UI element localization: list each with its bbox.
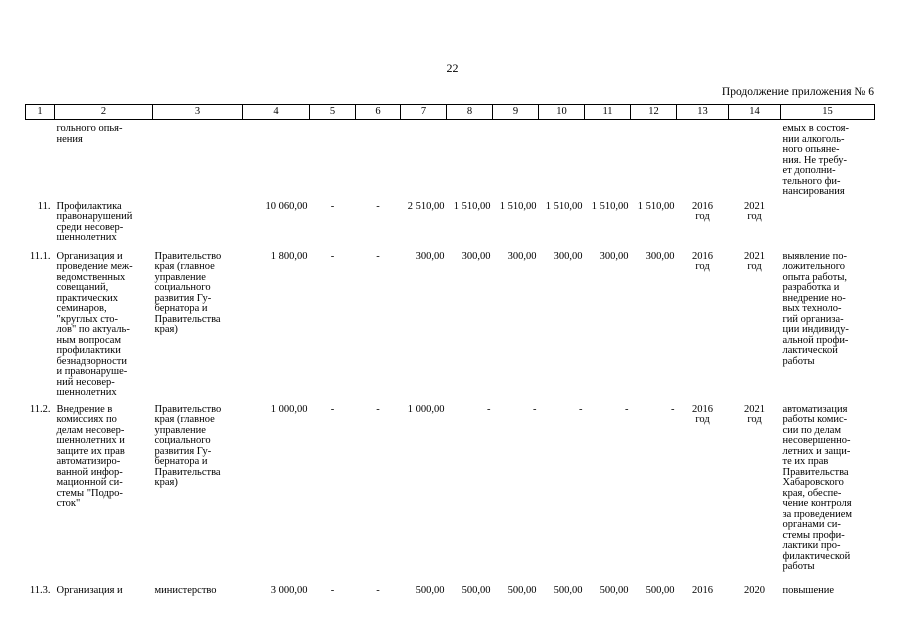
column-header: 12 — [631, 105, 677, 120]
table-header-row — [26, 105, 875, 120]
column-header: 6 — [356, 105, 401, 120]
start-year: 2016 год — [692, 250, 713, 272]
year-amount: - — [487, 403, 491, 415]
year-amount: 500,00 — [461, 584, 491, 596]
year-amount: 500,00 — [507, 584, 537, 596]
year-amount: 500,00 — [553, 584, 583, 596]
year-amount — [493, 120, 539, 198]
amount-cell: - — [376, 584, 380, 596]
column-header: 13 — [677, 105, 729, 120]
start-year — [677, 120, 729, 198]
year-amount: 2 510,00 — [407, 200, 445, 212]
start-year: 2016 год — [692, 200, 713, 222]
executor: министерство — [154, 584, 217, 596]
program-table — [25, 104, 875, 602]
column-header: 5 — [310, 105, 356, 120]
executor — [153, 198, 243, 248]
executor: Правительство края (главное управление социального развития Гу- бернатора и Правительства края) — [154, 250, 222, 335]
amount-cell: - — [330, 250, 335, 262]
year-amount: 1 510,00 — [545, 200, 583, 212]
end-year — [729, 120, 781, 198]
column-header: 2 — [55, 105, 153, 120]
activity-name: гольного опья- нения — [56, 123, 123, 145]
table-body — [26, 105, 875, 602]
column-header: 9 — [493, 105, 539, 120]
amount-cell: - — [376, 200, 380, 212]
row-number — [26, 120, 55, 198]
year-amount: 500,00 — [599, 584, 629, 596]
end-year: 2021 год — [744, 250, 765, 272]
table-row — [26, 401, 875, 582]
column-header: 7 — [401, 105, 447, 120]
total-amount: 10 060,00 — [265, 200, 308, 212]
row-number: 11.3. — [29, 584, 51, 596]
end-year: 2021 год — [744, 403, 765, 425]
year-amount: 300,00 — [507, 250, 537, 262]
column-header: 11 — [585, 105, 631, 120]
year-amount — [447, 120, 493, 198]
year-amount: - — [625, 403, 629, 415]
executor — [153, 120, 243, 198]
year-amount: 1 000,00 — [407, 403, 445, 415]
year-amount: 500,00 — [415, 584, 445, 596]
table-row — [26, 582, 875, 602]
table-row — [26, 120, 875, 198]
year-amount: 1 510,00 — [637, 200, 675, 212]
table-row — [26, 248, 875, 401]
year-amount — [539, 120, 585, 198]
start-year: 2016 год — [692, 403, 713, 425]
expected-result: автоматизация работы комис- сии по делам несовершенно- летних и защи- те их прав Правительства Хабаровского края, обеспе- чение контроля за проведением органами си- стемы профи- лактики про- филактической работы — [782, 403, 853, 572]
expected-result — [781, 198, 875, 248]
total-amount: 1 800,00 — [270, 250, 308, 262]
amount-cell: - — [330, 403, 335, 415]
amount-cell: - — [330, 584, 335, 596]
total-amount: 1 000,00 — [270, 403, 308, 415]
column-header: 1 — [26, 105, 55, 120]
activity-name: Внедрение в комиссиях по делам несовер- шеннолетних и защите их прав автоматизиро- ванной инфор- мационной си- стемы "Подро- сток" — [56, 403, 125, 509]
end-year: 2020 — [744, 584, 765, 596]
year-amount: 300,00 — [645, 250, 675, 262]
year-amount: 300,00 — [415, 250, 445, 262]
expected-result: емых в состоя- нии алкоголь- ного опьяне- ния. Не требу- ет дополни- тельного фи- нансирования — [782, 123, 849, 197]
amount-cell — [310, 120, 356, 198]
year-amount: 1 510,00 — [499, 200, 537, 212]
year-amount: 1 510,00 — [591, 200, 629, 212]
activity-name: Профилактика правонарушений среди несовер- шеннолетних — [56, 200, 133, 243]
appendix-caption: Продолжение приложения № 6 — [721, 86, 874, 98]
year-amount: 1 510,00 — [453, 200, 491, 212]
column-header: 4 — [243, 105, 310, 120]
column-header: 14 — [729, 105, 781, 120]
year-amount: - — [671, 403, 675, 415]
year-amount: 300,00 — [599, 250, 629, 262]
activity-name: Организация и проведение меж- ведомственных совещаний, практических семинаров, "круглых сто- лов" по актуаль- ным вопросам профилактики безнадзорности и правонаруше- ний несовер- шеннолетних — [56, 250, 133, 398]
amount-cell: - — [376, 403, 380, 415]
year-amount: 300,00 — [553, 250, 583, 262]
executor: Правительство края (главное управление социального развития Гу- бернатора и Правительства края) — [154, 403, 222, 488]
year-amount: - — [533, 403, 537, 415]
row-number: 11. — [37, 200, 51, 212]
amount-cell: - — [376, 250, 380, 262]
row-number: 11.2. — [29, 403, 51, 415]
amount-cell: - — [330, 200, 335, 212]
activity-name: Организация и — [56, 584, 123, 596]
table-row — [26, 198, 875, 248]
year-amount — [585, 120, 631, 198]
year-amount — [631, 120, 677, 198]
column-header: 8 — [447, 105, 493, 120]
column-header: 15 — [781, 105, 875, 120]
expected-result: выявление по- ложительного опыта работы, разработка и внедрение но- вых техноло- гий организа- ции индивиду- альной профи- лактической работы — [782, 250, 849, 367]
page-number: 22 — [446, 61, 459, 75]
year-amount: 500,00 — [645, 584, 675, 596]
column-header: 3 — [153, 105, 243, 120]
start-year: 2016 — [692, 584, 713, 596]
expected-result: повышение — [782, 584, 835, 596]
end-year: 2021 год — [744, 200, 765, 222]
year-amount — [401, 120, 447, 198]
year-amount: 300,00 — [461, 250, 491, 262]
total-amount — [243, 120, 310, 198]
amount-cell — [356, 120, 401, 198]
column-header: 10 — [539, 105, 585, 120]
row-number: 11.1. — [29, 250, 51, 262]
total-amount: 3 000,00 — [270, 584, 308, 596]
year-amount: - — [579, 403, 583, 415]
